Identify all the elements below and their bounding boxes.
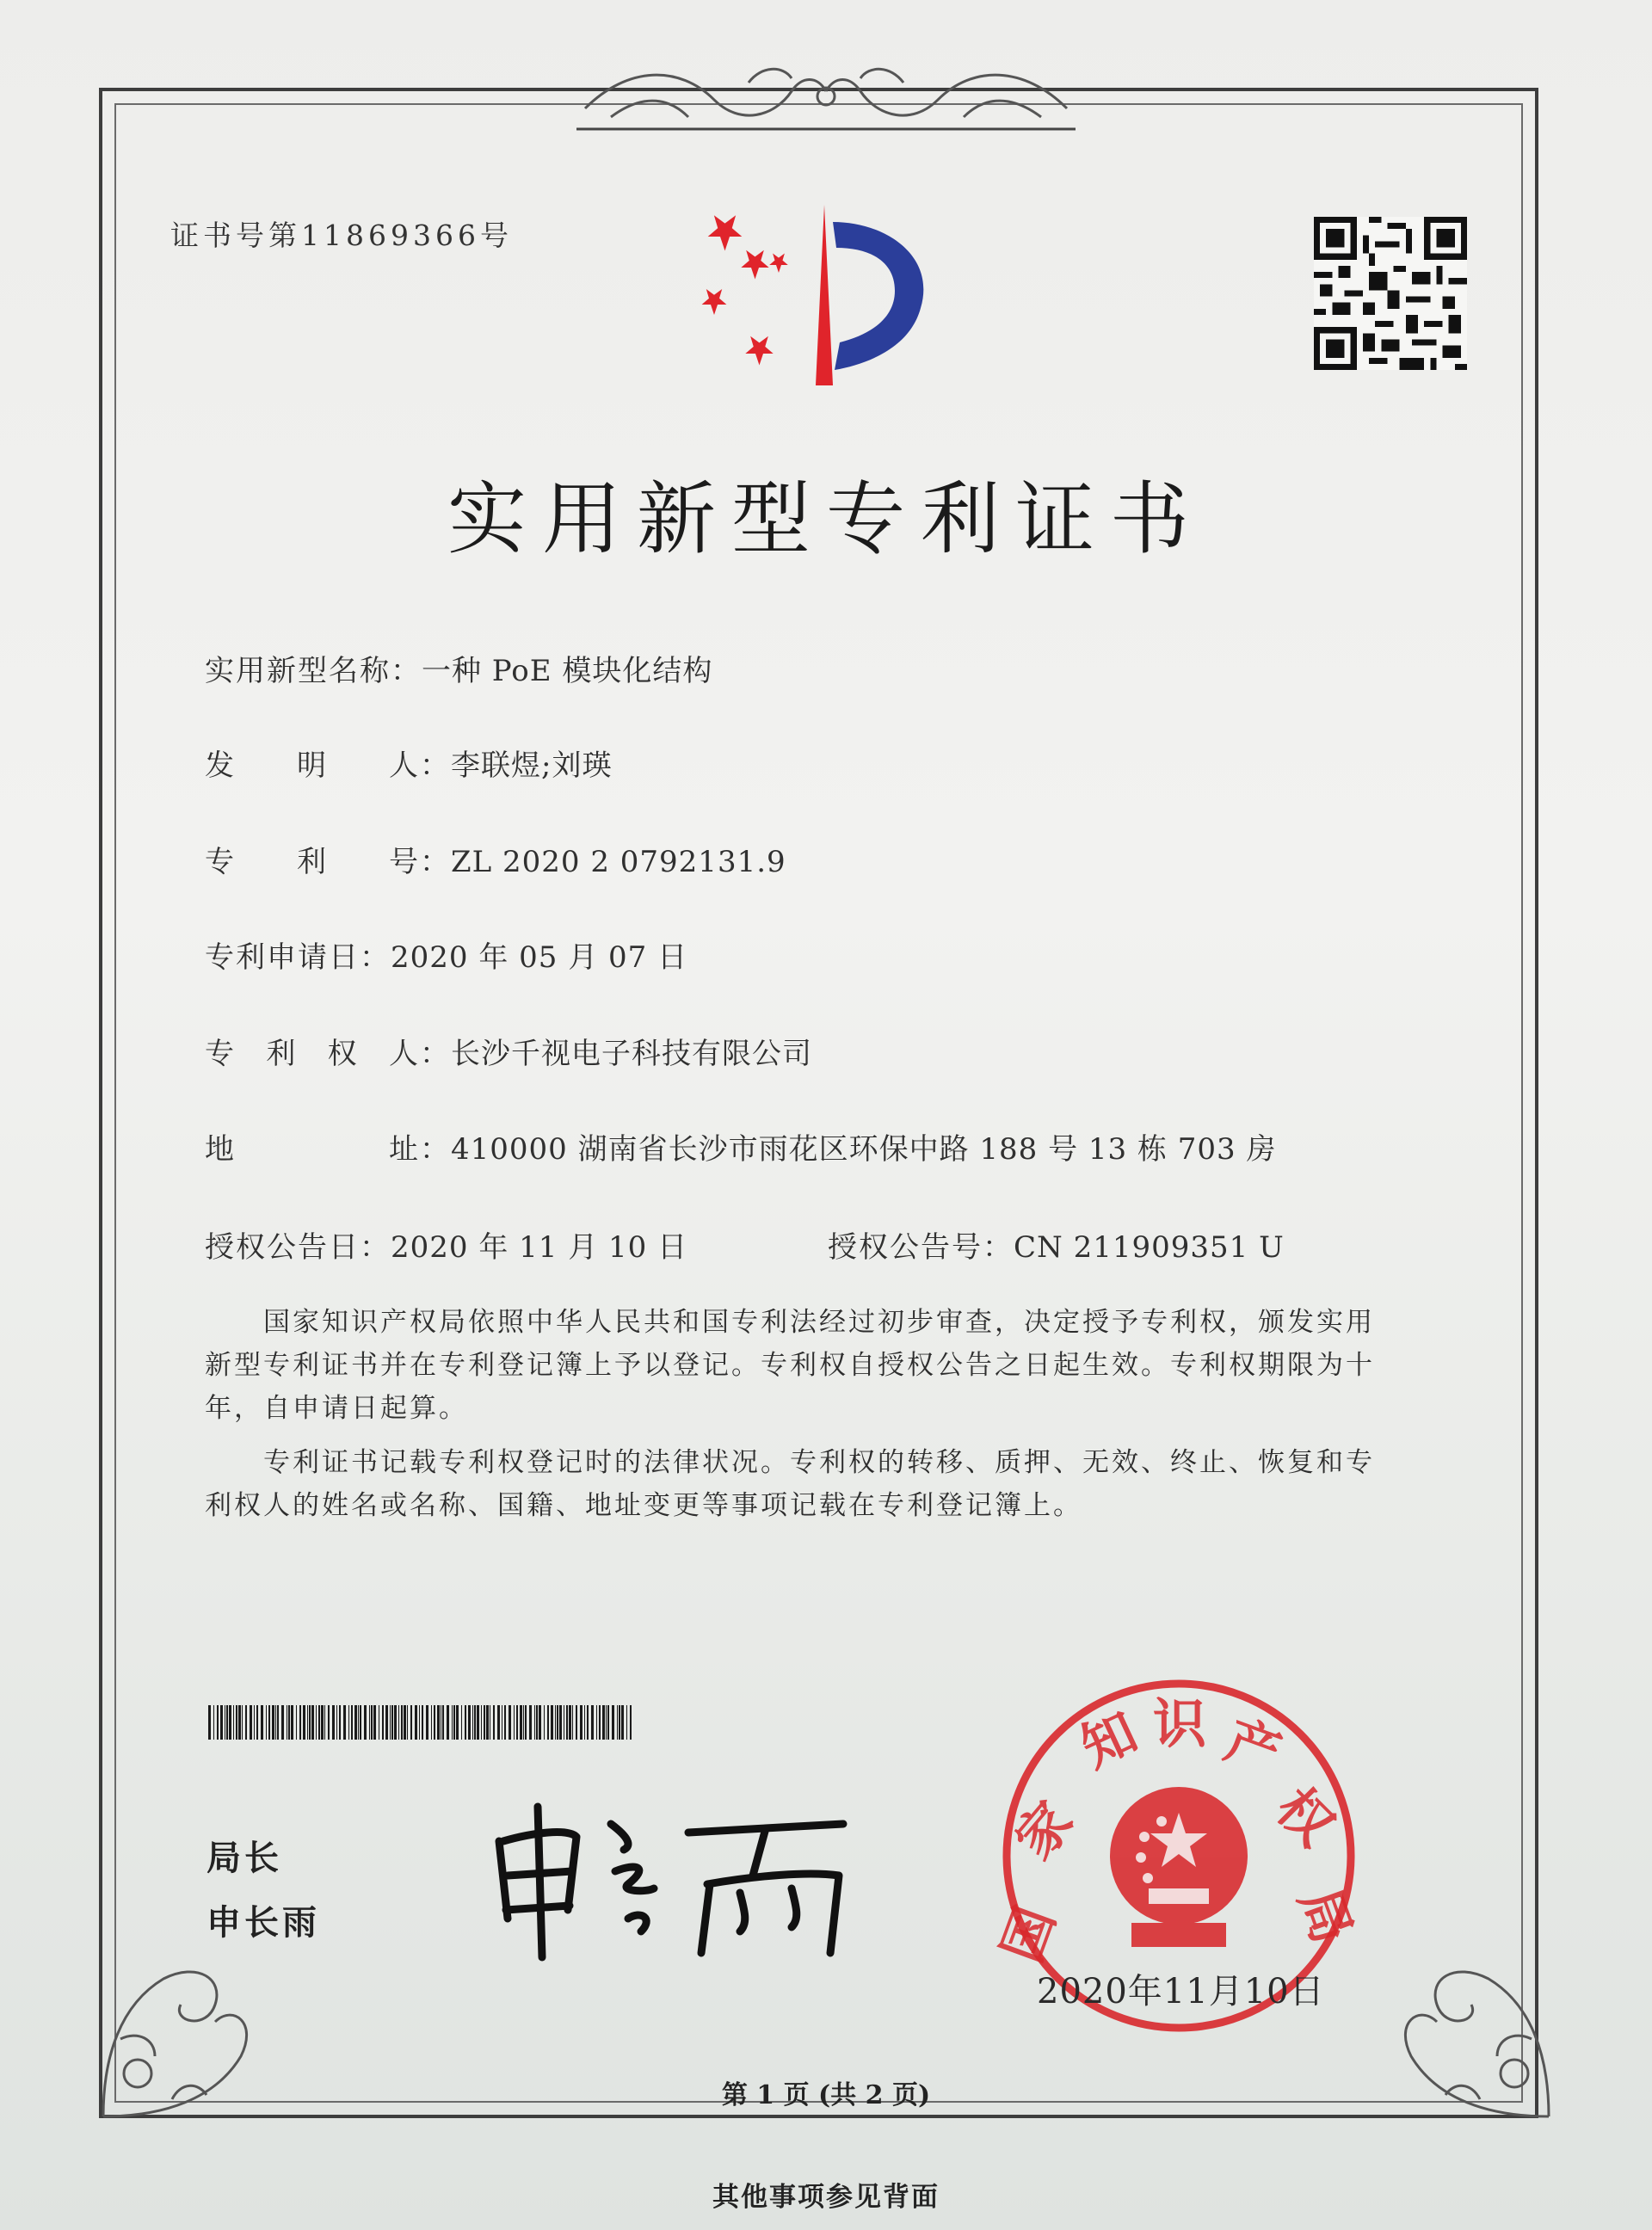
barcode-bar bbox=[422, 1705, 423, 1740]
barcode-bar bbox=[217, 1705, 219, 1740]
barcode-bar bbox=[382, 1705, 384, 1740]
barcode-bar bbox=[268, 1705, 270, 1740]
text-line: 年，自申请日起算。 bbox=[205, 1393, 468, 1424]
barcode-bar bbox=[229, 1705, 231, 1740]
barcode-bar bbox=[587, 1705, 589, 1740]
field-value: 长沙千视电子科技有限公司 bbox=[451, 1037, 812, 1071]
field-filing-date bbox=[205, 933, 687, 976]
barcode-bar bbox=[261, 1705, 263, 1740]
field-value: 410000 湖南省长沙市雨花区环保中路 188 号 13 栋 703 房 bbox=[451, 1132, 1277, 1167]
barcode-bar bbox=[456, 1705, 459, 1740]
barcode-bar bbox=[233, 1705, 234, 1740]
barcode-bar bbox=[354, 1705, 357, 1740]
barcode-bar bbox=[272, 1705, 274, 1740]
barcode-bar bbox=[572, 1705, 573, 1740]
barcode-bar bbox=[493, 1705, 495, 1740]
barcode-bar bbox=[307, 1705, 308, 1740]
barcode-bar bbox=[580, 1705, 583, 1740]
barcode-bar bbox=[514, 1705, 515, 1740]
barcode-bar bbox=[576, 1705, 577, 1740]
barcode-bar bbox=[316, 1705, 317, 1740]
barcode-bar bbox=[606, 1705, 607, 1740]
barcode-bar bbox=[461, 1705, 462, 1740]
field-label: 地 址 bbox=[205, 1132, 420, 1167]
director-signature bbox=[482, 1790, 860, 1962]
barcode-bar bbox=[318, 1705, 320, 1740]
barcode-bar bbox=[566, 1705, 568, 1740]
barcode-bar bbox=[401, 1705, 403, 1740]
svg-text:局: 局 bbox=[1286, 1880, 1365, 1952]
barcode-bar bbox=[348, 1705, 349, 1740]
barcode-bar bbox=[596, 1705, 597, 1740]
statement-paragraph-2 bbox=[205, 1441, 1461, 1527]
certificate-title: 实用新型专利证书 bbox=[447, 473, 1205, 565]
barcode-bar bbox=[452, 1705, 453, 1740]
director-title: 局长 bbox=[206, 1839, 282, 1878]
text-line: 新型专利证书并在专利登记簿上予以登记。专利权自授权公告之日起生效。专利权期限为十 bbox=[205, 1350, 1375, 1381]
barcode-bar bbox=[539, 1705, 541, 1740]
barcode-bar bbox=[534, 1705, 535, 1740]
field-patent-number bbox=[205, 838, 786, 880]
barcode-bar bbox=[328, 1705, 330, 1740]
barcode-bar bbox=[299, 1705, 301, 1740]
svg-text:权: 权 bbox=[1264, 1775, 1347, 1858]
barcode-bar bbox=[371, 1705, 373, 1740]
barcode-bar bbox=[236, 1705, 237, 1740]
barcode-bar bbox=[453, 1705, 455, 1740]
qr-code bbox=[1310, 217, 1470, 370]
barcode-bar bbox=[419, 1705, 420, 1740]
barcode-bar bbox=[525, 1705, 527, 1740]
barcode-bar bbox=[208, 1705, 211, 1740]
barcode-bar bbox=[291, 1705, 293, 1740]
barcode-bar bbox=[391, 1705, 393, 1740]
barcode-bar bbox=[497, 1705, 500, 1740]
field-grant-number bbox=[828, 1223, 1285, 1266]
barcode-bar bbox=[238, 1705, 241, 1740]
field-colon: ： bbox=[420, 748, 451, 783]
statement-paragraph-1 bbox=[205, 1301, 1461, 1430]
barcode-bar bbox=[474, 1705, 476, 1740]
barcode-bar bbox=[477, 1705, 479, 1740]
field-colon: ： bbox=[420, 1037, 451, 1071]
barcode-bar bbox=[404, 1705, 406, 1740]
seal-date: 2020年11月10日 bbox=[1037, 1972, 1325, 2011]
barcode-bar bbox=[437, 1705, 440, 1740]
barcode-bar bbox=[309, 1705, 311, 1740]
field-label: 授权公告号： bbox=[828, 1230, 1014, 1265]
barcode-bar bbox=[584, 1705, 585, 1740]
field-label: 授权公告日： bbox=[205, 1230, 391, 1265]
svg-text:识: 识 bbox=[1153, 1692, 1207, 1755]
text-line: 专利证书记载专利权登记时的法律状况。专利权的转移、质押、无效、终止、恢复和专 bbox=[205, 1447, 1375, 1478]
barcode-bar bbox=[602, 1705, 605, 1740]
svg-text:国: 国 bbox=[989, 1898, 1068, 1971]
barcode-bar bbox=[520, 1705, 522, 1740]
barcode-bar bbox=[364, 1705, 367, 1740]
barcode-bar bbox=[630, 1705, 632, 1740]
barcode-bar bbox=[220, 1705, 223, 1740]
certificate-number: 证书号第11869366号 bbox=[170, 219, 513, 252]
barcode-bar bbox=[621, 1705, 624, 1740]
barcode-bar bbox=[442, 1705, 444, 1740]
barcode-bar bbox=[465, 1705, 466, 1740]
barcode-bar bbox=[529, 1705, 532, 1740]
field-value: 2020 年 05 月 07 日 bbox=[391, 940, 688, 975]
barcode-bar bbox=[472, 1705, 473, 1740]
barcode-bar bbox=[569, 1705, 571, 1740]
barcode-bar bbox=[536, 1705, 538, 1740]
barcode-bar bbox=[407, 1705, 408, 1740]
barcode-bar bbox=[277, 1705, 279, 1740]
director-name: 申长雨 bbox=[206, 1903, 320, 1943]
barcode-bar bbox=[245, 1705, 247, 1740]
barcode-bar bbox=[360, 1705, 361, 1740]
barcode bbox=[208, 1705, 632, 1740]
svg-text:知: 知 bbox=[1071, 1700, 1147, 1780]
barcode-bar bbox=[484, 1705, 485, 1740]
barcode-bar bbox=[226, 1705, 228, 1740]
barcode-bar bbox=[343, 1705, 346, 1740]
cnipa-emblem-icon bbox=[688, 205, 946, 394]
barcode-bar bbox=[373, 1705, 376, 1740]
field-colon: ： bbox=[420, 845, 451, 879]
page-number: 第 1 页 (共 2 页) bbox=[721, 2080, 931, 2110]
top-ornament bbox=[576, 57, 1076, 139]
barcode-bar bbox=[626, 1705, 627, 1740]
barcode-bar bbox=[358, 1705, 359, 1740]
field-address bbox=[205, 1125, 1277, 1167]
barcode-bar bbox=[288, 1705, 290, 1740]
field-utility-model-name bbox=[205, 647, 712, 689]
barcode-bar bbox=[431, 1705, 432, 1740]
svg-text:产: 产 bbox=[1217, 1708, 1290, 1786]
barcode-bar bbox=[213, 1705, 214, 1740]
text-line: 国家知识产权局依照中华人民共和国专利法经过初步审查，决定授予专利权，颁发实用 bbox=[205, 1307, 1375, 1338]
barcode-bar bbox=[486, 1705, 489, 1740]
barcode-bar bbox=[385, 1705, 388, 1740]
barcode-bar bbox=[351, 1705, 353, 1740]
barcode-bar bbox=[599, 1705, 601, 1740]
back-note: 其他事项参见背面 bbox=[712, 2182, 940, 2213]
barcode-bar bbox=[415, 1705, 417, 1740]
field-colon: ： bbox=[420, 1132, 451, 1167]
barcode-bar bbox=[266, 1705, 267, 1740]
field-label: 专 利 号 bbox=[205, 845, 420, 879]
field-grant-date bbox=[205, 1223, 687, 1266]
barcode-bar bbox=[551, 1705, 553, 1740]
field-value: 李联煜;刘瑛 bbox=[451, 748, 613, 783]
barcode-bar bbox=[426, 1705, 428, 1740]
barcode-bar bbox=[504, 1705, 506, 1740]
barcode-bar bbox=[321, 1705, 324, 1740]
barcode-bar bbox=[523, 1705, 524, 1740]
text-line: 利权人的姓名或名称、国籍、地址变更等事项记载在专利登记簿上。 bbox=[205, 1490, 1082, 1521]
barcode-bar bbox=[557, 1705, 558, 1740]
barcode-bar bbox=[369, 1705, 370, 1740]
barcode-bar bbox=[516, 1705, 518, 1740]
field-value: 2020 年 11 月 10 日 bbox=[391, 1230, 688, 1265]
barcode-bar bbox=[547, 1705, 549, 1740]
field-label: 专 利 权 人 bbox=[205, 1037, 420, 1071]
barcode-bar bbox=[303, 1705, 305, 1740]
barcode-bar bbox=[559, 1705, 562, 1740]
barcode-bar bbox=[311, 1705, 314, 1740]
barcode-bar bbox=[332, 1705, 335, 1740]
field-value: ZL 2020 2 0792131.9 bbox=[451, 845, 786, 879]
barcode-bar bbox=[324, 1705, 325, 1740]
barcode-bar bbox=[544, 1705, 545, 1740]
barcode-bar bbox=[447, 1705, 449, 1740]
barcode-bar bbox=[555, 1705, 556, 1740]
barcode-bar bbox=[242, 1705, 243, 1740]
barcode-bar bbox=[509, 1705, 511, 1740]
barcode-bar bbox=[254, 1705, 255, 1740]
field-label: 发 明 人 bbox=[205, 748, 420, 783]
barcode-bar bbox=[339, 1705, 341, 1740]
barcode-bar bbox=[398, 1705, 399, 1740]
field-inventor bbox=[205, 742, 612, 784]
barcode-bar bbox=[607, 1705, 609, 1740]
barcode-bar bbox=[394, 1705, 397, 1740]
barcode-bar bbox=[275, 1705, 276, 1740]
barcode-bar bbox=[390, 1705, 391, 1740]
barcode-bar bbox=[591, 1705, 594, 1740]
field-label: 专利申请日： bbox=[205, 940, 391, 975]
barcode-bar bbox=[434, 1705, 435, 1740]
barcode-bar bbox=[296, 1705, 297, 1740]
barcode-bar bbox=[619, 1705, 620, 1740]
field-label: 实用新型名称： bbox=[205, 654, 422, 688]
field-value: 一种 PoE 模块化结构 bbox=[422, 654, 713, 688]
barcode-bar bbox=[256, 1705, 258, 1740]
barcode-bar bbox=[410, 1705, 412, 1740]
barcode-bar bbox=[336, 1705, 337, 1740]
field-patentee bbox=[205, 1030, 812, 1072]
svg-text:家: 家 bbox=[1002, 1790, 1086, 1871]
barcode-bar bbox=[617, 1705, 618, 1740]
barcode-bar bbox=[250, 1705, 252, 1740]
field-value: CN 211909351 U bbox=[1014, 1230, 1285, 1265]
barcode-bar bbox=[281, 1705, 284, 1740]
barcode-bar bbox=[612, 1705, 614, 1740]
barcode-bar bbox=[481, 1705, 482, 1740]
barcode-bar bbox=[468, 1705, 471, 1740]
